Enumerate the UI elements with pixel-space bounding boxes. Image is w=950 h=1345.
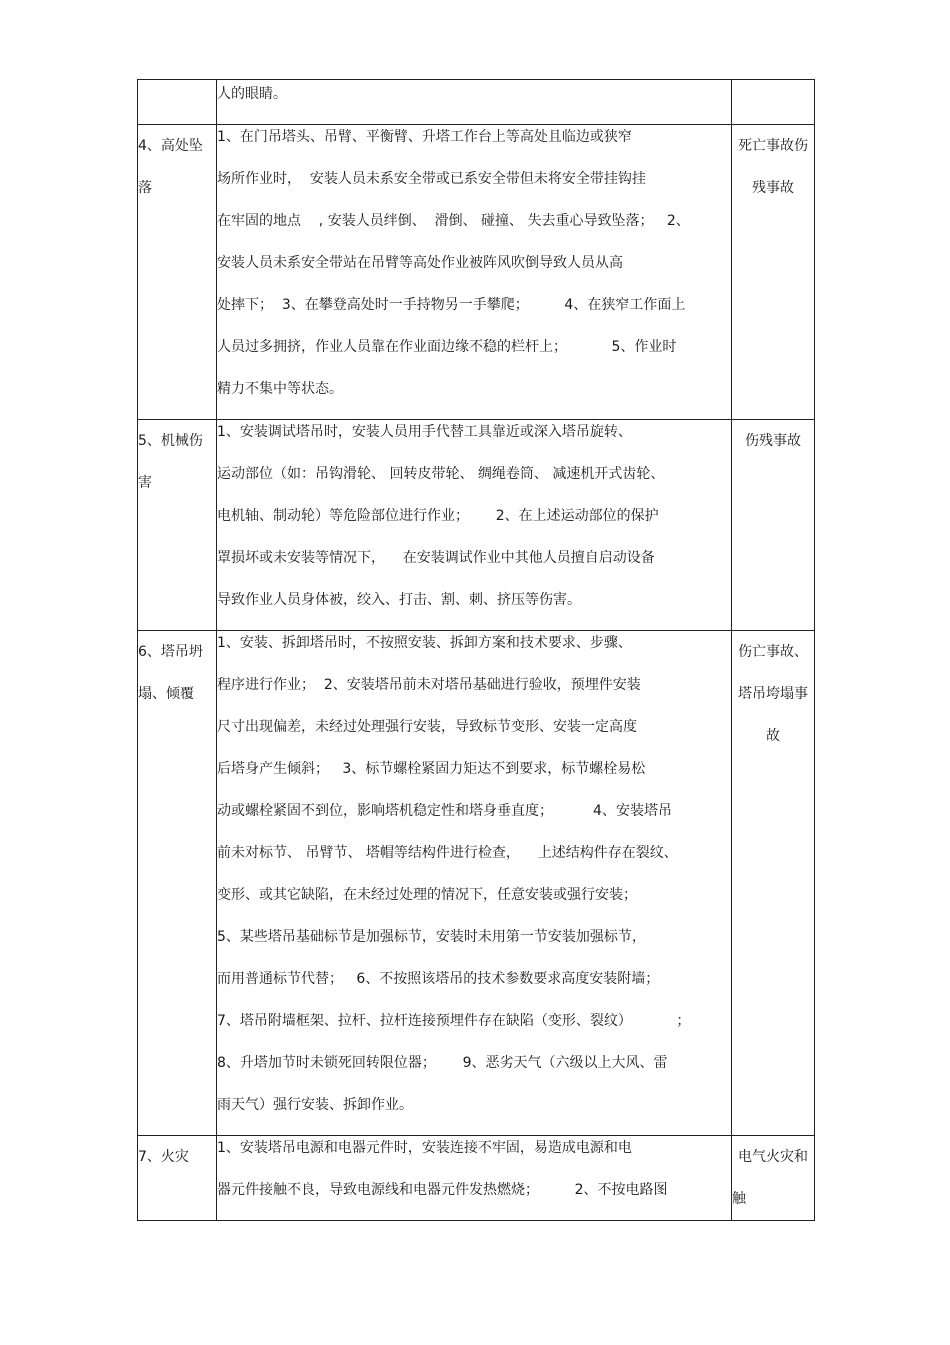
description-line: 场所作业时， 安装人员未系安全带或已系安全带但未将安全带挂钩挂 — [217, 171, 646, 187]
description-line: 1、安装塔吊电源和电器元件时，安装连接不牢固，易造成电源和电 — [217, 1140, 632, 1156]
description-line: 电机轴、制动轮）等危险部位进行作业； 2、在上述运动部位的保护 — [217, 508, 659, 524]
table-row — [138, 1136, 815, 1221]
description-line: 雨天气）强行安装、拆卸作业。 — [217, 1097, 413, 1113]
description-line: 人的眼睛。 — [217, 86, 287, 102]
description-line: 安装人员未系安全带站在吊臂等高处作业被阵风吹倒导致人员从高 — [217, 255, 623, 271]
table-row — [138, 80, 815, 125]
accident-cell: 伤残事故 — [732, 420, 815, 631]
accident-cell — [732, 80, 815, 125]
description-line: 处摔下； 3、在攀登高处时一手持物另一手攀爬； 4、在狭窄工作面上 — [217, 297, 686, 313]
description-cell — [217, 125, 732, 420]
description-line: 变形、或其它缺陷，在未经过处理的情况下，任意安装或强行安装； — [217, 887, 637, 903]
table-row — [138, 125, 815, 420]
hazard-table — [137, 79, 815, 1221]
description-cell — [217, 1136, 732, 1221]
description-line: 动或螺栓紧固不到位，影响塔机稳定性和塔身垂直度； 4、安装塔吊 — [217, 803, 672, 819]
description-line: 1、在门吊塔头、吊臂、平衡臂、升塔工作台上等高处且临边或狭窄 — [217, 129, 632, 145]
accident-cell: 伤亡事故、塔吊垮塌事故 — [732, 631, 815, 1136]
hazard-cell: 7、火灾 — [138, 1136, 217, 1221]
description-cell — [217, 631, 732, 1136]
description-line: 1、安装调试塔吊时，安装人员用手代替工具靠近或深入塔吊旋转、 — [217, 424, 632, 440]
description-cell — [217, 80, 732, 125]
description-line: 人员过多拥挤，作业人员靠在作业面边缘不稳的栏杆上； 5、作业时 — [217, 339, 677, 355]
description-line: 程序进行作业； 2、安装塔吊前未对塔吊基础进行验收，预埋件安装 — [217, 677, 641, 693]
table-row — [138, 631, 815, 1136]
description-line: 1、安装、拆卸塔吊时，不按照安装、拆卸方案和技术要求、步骤、 — [217, 635, 632, 651]
description-line: 导致作业人员身体被，绞入、打击、割、刺、挤压等伤害。 — [217, 592, 581, 608]
description-line: 罩损坏或未安装等情况下， 在安装调试作业中其他人员擅自启动设备 — [217, 550, 655, 566]
description-line: 而用普通标节代替； 6、不按照该塔吊的技术参数要求高度安装附墙； — [217, 971, 660, 987]
accident-cell: 死亡事故伤残事故 — [732, 125, 815, 420]
description-line: 尺寸出现偏差，未经过处理强行安装，导致标节变形、安装一定高度 — [217, 719, 637, 735]
accident-cell: 电气火灾和触 — [732, 1136, 815, 1221]
hazard-cell: 6、塔吊坍塌、倾覆 — [138, 631, 217, 1136]
description-line: 7、塔吊附墙框架、拉杆、拉杆连接预埋件存在缺陷（变形、裂纹） ； — [217, 1013, 691, 1029]
description-line: 8、升塔加节时未锁死回转限位器； 9、恶劣天气（六级以上大风、雷 — [217, 1055, 668, 1071]
hazard-cell: 4、高处坠落 — [138, 125, 217, 420]
description-line: 器元件接触不良，导致电源线和电器元件发热燃烧； 2、不按电路图 — [217, 1182, 668, 1198]
hazard-cell: 5、机械伤害 — [138, 420, 217, 631]
description-line: 前未对标节、 吊臂节、 塔帽等结构件进行检查， 上述结构件存在裂纹、 — [217, 845, 678, 861]
description-line: 5、某些塔吊基础标节是加强标节，安装时未用第一节安装加强标节， — [217, 929, 646, 945]
table-row — [138, 420, 815, 631]
description-line: 运动部位（如：吊钩滑轮、 回转皮带轮、 绸绳卷筒、 减速机开式齿轮、 — [217, 466, 665, 482]
description-line: 在牢固的地点 , 安装人员绊倒、 滑倒、 碰撞、 失去重心导致坠落； 2、 — [217, 213, 690, 229]
description-cell — [217, 420, 732, 631]
hazard-cell — [138, 80, 217, 125]
description-line: 精力不集中等状态。 — [217, 381, 343, 397]
description-line: 后塔身产生倾斜； 3、标节螺栓紧固力矩达不到要求，标节螺栓易松 — [217, 761, 646, 777]
